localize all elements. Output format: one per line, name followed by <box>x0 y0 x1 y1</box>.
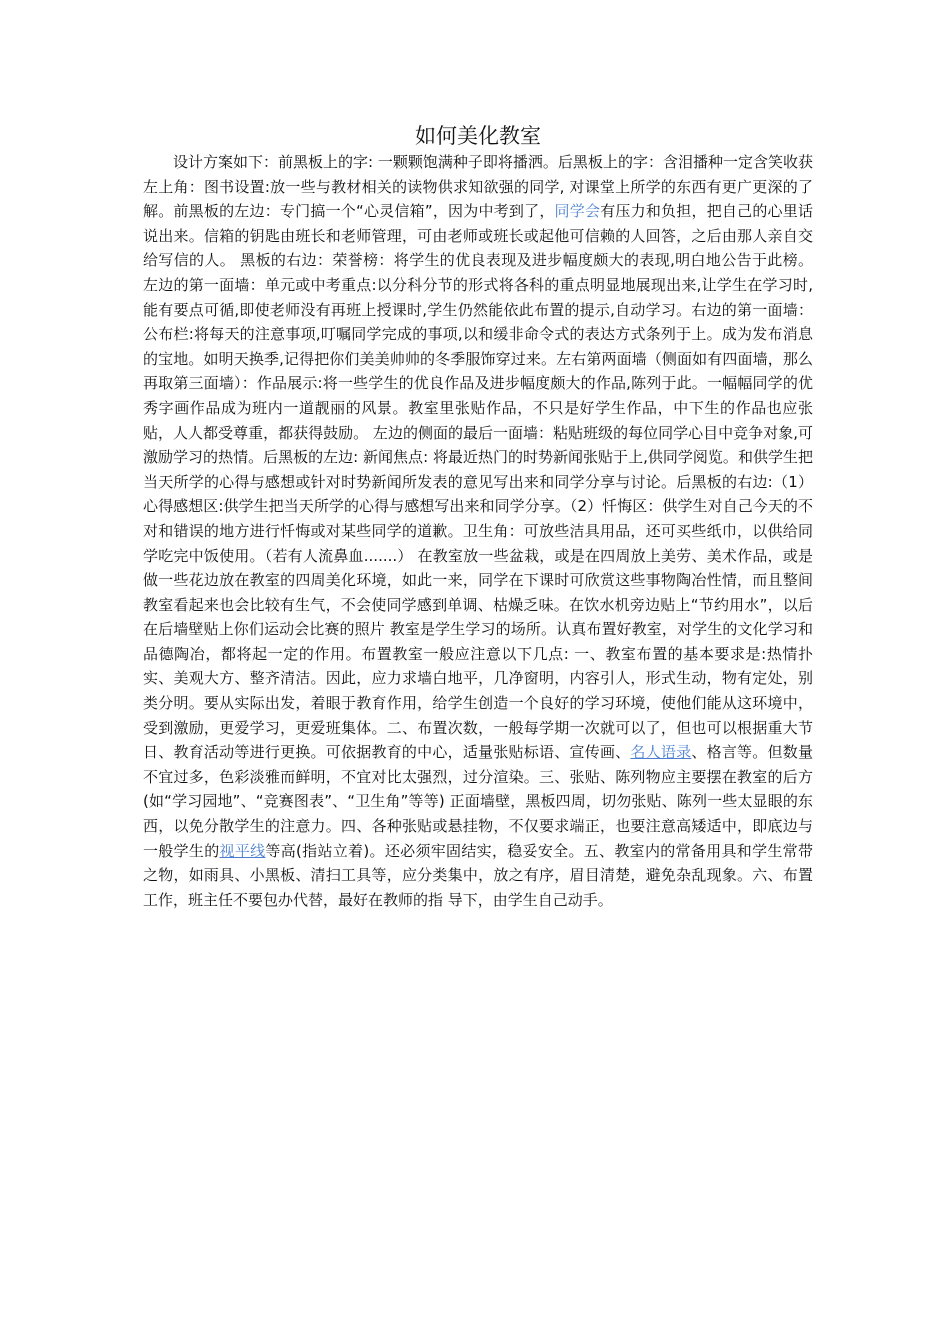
link-mingren-yulu[interactable]: 名人语录 <box>630 743 692 762</box>
document-body <box>143 150 813 912</box>
link-shipingxian[interactable]: 视平线 <box>219 841 266 860</box>
link-tongxuehui[interactable]: 同学会 <box>554 202 601 221</box>
body-text-segment: 、格言等。但数量不宜过多，色彩淡雅而鲜明，不宜对比太强烈，过分渲染。三、张贴、陈列物应主要摆在教室的后方(如“学习园地”、“竞赛图表”、“卫生角”等等) 正面墙壁，黑板四周，切勿张贴、陈列一些太显眼的东西，以免分散学生的注意力。四、各种张贴或悬挂物，不仅要求端正，也要注意高矮适中，即底边与一般学生的 <box>143 743 813 860</box>
document-title: 如何美化教室 <box>415 124 541 148</box>
body-text-segment: 等高(指站立着)。还必须牢固结实，稳妥安全。五、教室内的常备用具和学生常带之物，如雨具、小黑板、清扫工具等，应分类集中，放之有序，眉目清楚，避免杂乱现象。六、布置工作，班主任不要包办代替，最好在教师的指 导下，由学生自己动手。 <box>143 841 813 909</box>
body-text-segment: 设计方案如下：前黑板上的字: 一颗颗饱满种子即将播洒。后黑板上的字：含泪播种一定含笑收获 左上角：图书设置:放一些与教材相关的读物供求知欲强的同学, 对课堂上所学的东西有更广更深的了解。前黑板的左边：专门搞一个“心灵信箱”，因为中考到了， <box>143 153 813 221</box>
body-text-segment: 有压力和负担，把自己的心里话说出来。信箱的钥匙由班长和老师管理，可由老师或班长或起他可信赖的人回答，之后由那人亲自交给写信的人。 黑板的右边：荣誉榜：将学生的优良表现及进步幅度颇大的表现,明白地公告于此榜。 左边的第一面墙：单元或中考重点:以分科分节的形式将各科的重点明显地展现出来,让学生在学习时,能有要点可循,即使老师没有再班上授课时,学生仍然能依此布置的提示,自动学习。右边的第一面墙：公布栏:将每天的注意事项,叮嘱同学完成的事项,以和缓非命令式的表达方式条列于上。成为发布消息的宝地。如明天换季,记得把你们美美帅帅的冬季服饰穿过来。左右第两面墙（侧面如有四面墙，那么再取第三面墙）：作品展示:将一些学生的优良作品及进步幅度颇大的作品,陈列于此。一幅幅同学的优秀字画作品成为班内一道靓丽的风景。教室里张贴作品，不只是好学生作品，中下生的作品也应张贴，人人都受尊重，都获得鼓励。 左边的侧面的最后一面墙：粘贴班级的每位同学心目中竞争对象,可激励学习的热情。后黑板的左边: 新闻焦点: 将最近热门的时势新闻张贴于上,供同学阅览。和供学生把当天所学的心得与感想或针对时势新闻所发表的意见写出来和同学分享与讨论。后黑板的右边:（1）心得感想区:供学生把当天所学的心得与感想写出来和同学分享。（2）忏悔区：供学生对自己今天的不对和错误的地方进行忏悔或对某些同学的道歉。卫生角：可放些洁具用品，还可买些纸巾，以供给同学吃完中饭使用。（若有人流鼻血.......） 在教室放一些盆栽，或是在四周放上美劳、美术作品，或是做一些花边放在教室的四周美化环境，如此一来，同学在下课时可欣赏这些事物陶冶性情，而且整间教室看起来也会比较有生气，不会使同学感到单调、枯燥乏味。在饮水机旁边贴上“节约用水”，以后在后墙壁贴上你们运动会比赛的照片 教室是学生学习的场所。认真布置好教室，对学生的文化学习和品德陶冶，都将起一定的作用。布置教室一般应注意以下几点: 一、教室布置的基本要求是:热情扑实、美观大方、整齐清洁。因此，应力求墙白地平，几净窗明，内容引人，形式生动，物有定处，别类分明。要从实际出发，着眼于教育作用，给学生创造一个良好的学习环境，使他们能从这环境中，受到激励，更爱学习，更爱班集体。二、布置次数，一般每学期一次就可以了，但也可以根据重大节日、教育活动等进行更换。可依据教育的中心，适量张贴标语、宣传画、 <box>143 202 813 762</box>
